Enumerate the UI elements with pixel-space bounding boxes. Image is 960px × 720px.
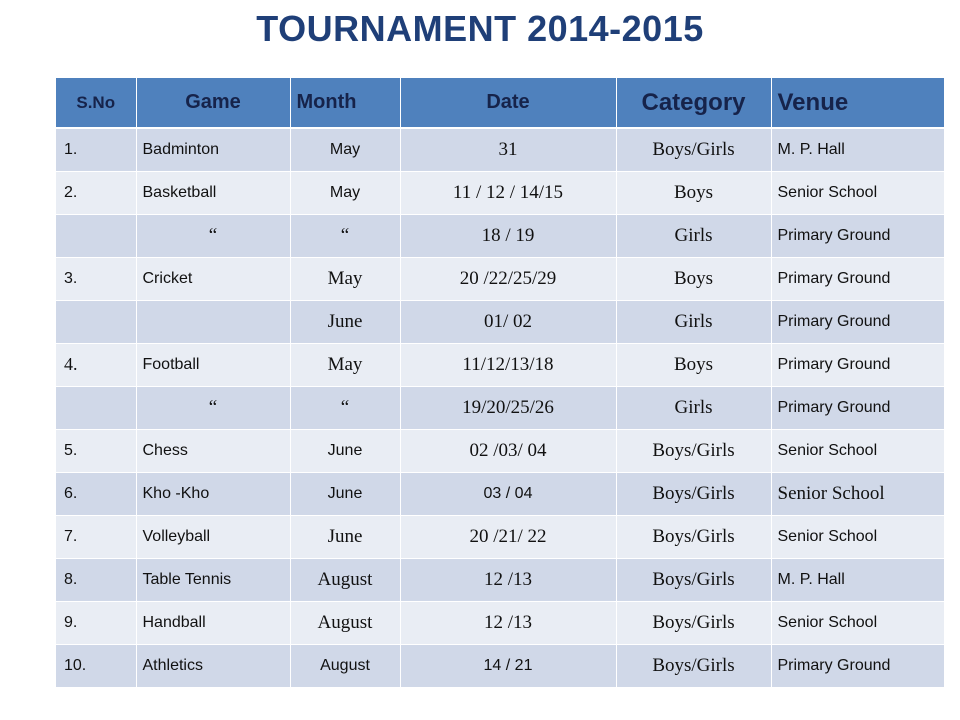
page-title: TOURNAMENT 2014-2015 bbox=[256, 8, 704, 49]
cell-month: May bbox=[290, 128, 400, 171]
header-venue: Venue bbox=[771, 78, 944, 128]
cell-sno bbox=[56, 300, 136, 343]
table-row bbox=[56, 601, 944, 644]
cell-sno: 8. bbox=[56, 558, 136, 601]
cell-sno: 4. bbox=[56, 343, 136, 386]
cell-venue: M. P. Hall bbox=[771, 128, 944, 171]
cell-sno bbox=[56, 214, 136, 257]
cell-venue: Senior School bbox=[771, 171, 944, 214]
cell-venue: M. P. Hall bbox=[771, 558, 944, 601]
cell-month: June bbox=[290, 515, 400, 558]
cell-month: June bbox=[290, 429, 400, 472]
cell-date: 20 /22/25/29 bbox=[400, 257, 616, 300]
cell-category: Boys bbox=[616, 171, 771, 214]
cell-category: Boys bbox=[616, 257, 771, 300]
cell-category: Boys bbox=[616, 343, 771, 386]
cell-category: Boys/Girls bbox=[616, 429, 771, 472]
header-category: Category bbox=[616, 78, 771, 128]
cell-game: Handball bbox=[136, 601, 290, 644]
cell-game: Badminton bbox=[136, 128, 290, 171]
cell-category: Girls bbox=[616, 386, 771, 429]
cell-month: May bbox=[290, 343, 400, 386]
cell-month: June bbox=[290, 300, 400, 343]
table-row bbox=[56, 429, 944, 472]
cell-game: Cricket bbox=[136, 257, 290, 300]
cell-date: 03 / 04 bbox=[400, 472, 616, 515]
cell-month: “ bbox=[290, 214, 400, 257]
cell-category: Boys/Girls bbox=[616, 128, 771, 171]
cell-date: 14 / 21 bbox=[400, 644, 616, 687]
cell-date: 19/20/25/26 bbox=[400, 386, 616, 429]
cell-sno bbox=[56, 386, 136, 429]
header-sno: S.No bbox=[56, 78, 136, 128]
cell-venue: Senior School bbox=[771, 472, 944, 515]
cell-category: Boys/Girls bbox=[616, 644, 771, 687]
cell-venue: Primary Ground bbox=[771, 214, 944, 257]
cell-game: Kho -Kho bbox=[136, 472, 290, 515]
table-row bbox=[56, 644, 944, 687]
cell-sno: 9. bbox=[56, 601, 136, 644]
cell-date: 02 /03/ 04 bbox=[400, 429, 616, 472]
table-row bbox=[56, 171, 944, 214]
cell-sno: 1. bbox=[56, 128, 136, 171]
cell-date: 18 / 19 bbox=[400, 214, 616, 257]
cell-month: May bbox=[290, 171, 400, 214]
table-row bbox=[56, 257, 944, 300]
cell-category: Boys/Girls bbox=[616, 472, 771, 515]
cell-month: May bbox=[290, 257, 400, 300]
cell-sno: 3. bbox=[56, 257, 136, 300]
cell-sno: 6. bbox=[56, 472, 136, 515]
cell-sno: 5. bbox=[56, 429, 136, 472]
cell-sno: 7. bbox=[56, 515, 136, 558]
table-row bbox=[56, 214, 944, 257]
cell-game: “ bbox=[136, 386, 290, 429]
table-row bbox=[56, 558, 944, 601]
header-row bbox=[56, 78, 944, 128]
table-header bbox=[56, 78, 944, 128]
cell-category: Boys/Girls bbox=[616, 515, 771, 558]
cell-venue: Senior School bbox=[771, 601, 944, 644]
cell-game: Chess bbox=[136, 429, 290, 472]
cell-venue: Primary Ground bbox=[771, 257, 944, 300]
cell-date: 12 /13 bbox=[400, 558, 616, 601]
cell-date: 31 bbox=[400, 128, 616, 171]
cell-game: Basketball bbox=[136, 171, 290, 214]
cell-game: Table Tennis bbox=[136, 558, 290, 601]
cell-date: 20 /21/ 22 bbox=[400, 515, 616, 558]
cell-month: August bbox=[290, 558, 400, 601]
cell-category: Boys/Girls bbox=[616, 558, 771, 601]
cell-category: Girls bbox=[616, 300, 771, 343]
header-game: Game bbox=[136, 78, 290, 128]
cell-date: 12 /13 bbox=[400, 601, 616, 644]
cell-month: “ bbox=[290, 386, 400, 429]
cell-venue: Senior School bbox=[771, 429, 944, 472]
table-row bbox=[56, 128, 944, 171]
cell-category: Girls bbox=[616, 214, 771, 257]
cell-date: 11 / 12 / 14/15 bbox=[400, 171, 616, 214]
table-row bbox=[56, 343, 944, 386]
table-row bbox=[56, 386, 944, 429]
cell-game: “ bbox=[136, 214, 290, 257]
cell-month: June bbox=[290, 472, 400, 515]
cell-game: Football bbox=[136, 343, 290, 386]
cell-category: Boys/Girls bbox=[616, 601, 771, 644]
cell-month: August bbox=[290, 644, 400, 687]
table-body bbox=[56, 128, 944, 687]
cell-month: August bbox=[290, 601, 400, 644]
cell-sno: 2. bbox=[56, 171, 136, 214]
cell-game: Volleyball bbox=[136, 515, 290, 558]
cell-venue: Primary Ground bbox=[771, 644, 944, 687]
tournament-table-container bbox=[56, 78, 944, 688]
table-row bbox=[56, 515, 944, 558]
table-row bbox=[56, 300, 944, 343]
cell-venue: Primary Ground bbox=[771, 343, 944, 386]
cell-date: 01/ 02 bbox=[400, 300, 616, 343]
cell-game: Athletics bbox=[136, 644, 290, 687]
cell-venue: Primary Ground bbox=[771, 300, 944, 343]
cell-venue: Senior School bbox=[771, 515, 944, 558]
header-date: Date bbox=[400, 78, 616, 128]
cell-venue: Primary Ground bbox=[771, 386, 944, 429]
header-month: Month bbox=[290, 78, 400, 128]
table-row bbox=[56, 472, 944, 515]
cell-sno: 10. bbox=[56, 644, 136, 687]
cell-date: 11/12/13/18 bbox=[400, 343, 616, 386]
cell-game bbox=[136, 300, 290, 343]
tournament-table bbox=[56, 78, 945, 688]
